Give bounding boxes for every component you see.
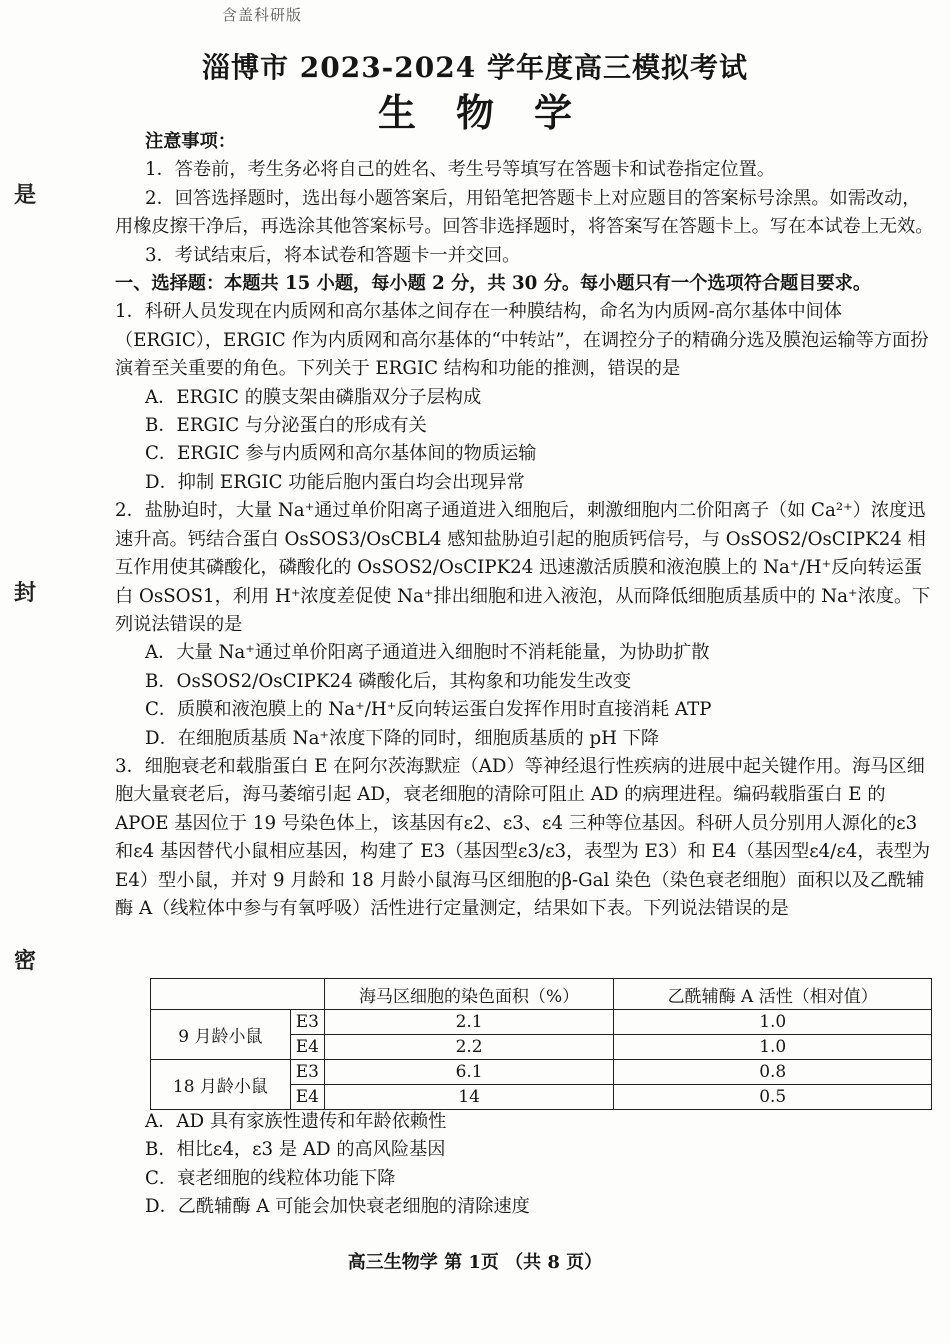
table-header-cell: 海马区细胞的染色面积（%）	[324, 979, 614, 1010]
question-2-option: A．大量 Na⁺通过单价阳离子通道进入细胞时不消耗能量，为协助扩散	[145, 642, 710, 664]
table-cell: 0.5	[614, 1085, 932, 1110]
margin-mark-feng: 封	[14, 580, 37, 606]
subject-title: 生物学	[377, 90, 612, 135]
table-cell: 2.1	[324, 1010, 614, 1035]
question-1-option: C．ERGIC 参与内质网和高尔基体间的物质运输	[145, 443, 537, 465]
table-cell: 0.8	[614, 1060, 932, 1085]
table-header-cell: 乙酰辅酶 A 活性（相对值）	[614, 979, 932, 1010]
table-cell: 14	[324, 1085, 614, 1110]
question-3-option: A．AD 具有家族性遗传和年龄依赖性	[145, 1111, 447, 1132]
section-heading: 一、选择题：本题共 15 小题，每小题 2 分，共 30 分。每小题只有一个选项符合题目要求。	[115, 273, 872, 295]
question-2-option: C．质膜和液泡膜上的 Na⁺/H⁺反向转运蛋白发挥作用时直接消耗 ATP	[145, 699, 712, 721]
notice-heading: 注意事项：	[145, 131, 236, 152]
table-group-label: 9 月龄小鼠	[151, 1010, 291, 1060]
question-3-options	[145, 1108, 935, 1222]
table-cell: 1.0	[614, 1010, 932, 1035]
question-1-option: D．抑制 ERGIC 功能后胞内蛋白均会出现异常	[145, 471, 525, 493]
page-footer: 高三生物学 第 1页 （共 8 页）	[347, 1252, 603, 1273]
table-cell: 6.1	[324, 1060, 614, 1085]
notice-item: 2．回答选择题时，选出每小题答案后，用铅笔把答题卡上对应题目的答案标号涂黑。如需改动，用橡皮擦干净后，再选涂其他答案标号。回答非选择题时，将答案写在答题卡上。写在本试卷上无效。	[115, 187, 934, 238]
question-1-option: B．ERGIC 与分泌蛋白的形成有关	[145, 415, 427, 437]
margin-mark-a: 是	[14, 182, 37, 208]
question-2-option: B．OsSOS2/OsCIPK24 磷酸化后，其构象和功能发生改变	[145, 670, 632, 692]
exam-content	[115, 128, 935, 923]
notice-item: 1．答卷前，考生务必将自己的姓名、考生号等填写在答题卡和试卷指定位置。	[145, 159, 775, 181]
question-1-option: A．ERGIC 的膜支架由磷脂双分子层构成	[145, 386, 482, 408]
question-3-option: D．乙酰辅酶 A 可能会加快衰老细胞的清除速度	[145, 1196, 530, 1218]
table-corner-cell	[151, 979, 325, 1010]
question-3-stem: 3．细胞衰老和载脂蛋白 E 在阿尔茨海默症（AD）等神经退行性疾病的进展中起关键作用。海马区细胞大量衰老后，海马萎缩引起 AD，衰老细胞的清除可阻止 AD 的病理进程。编码载脂蛋白 E 的 APOE 基因位于 19 号染色体上，该基因有ε2、ε3、ε4 三种等位基因。科研人员分别用人源化的ε3 和ε4 基因替代小鼠相应基因，构建了 E3（基因型ε3/ε3，表型为 E3）和 E4（基因型ε4/ε4，表型为 E4）型小鼠，并对 9 月龄和 18 月龄小鼠海马区细胞的β-Gal 染色（染色衰老细胞）面积以及乙酰辅酶 A（线粒体中参与有氧呼吸）活性进行定量测定，结果如下表。下列说法错误的是	[115, 755, 931, 919]
table-cell: E3	[290, 1060, 324, 1085]
table-header-row	[151, 979, 932, 1010]
table-cell: 1.0	[614, 1035, 932, 1060]
exam-title: 淄博市 2023-2024 学年度高三模拟考试	[202, 51, 748, 84]
table-cell: E4	[290, 1035, 324, 1060]
question-2-stem: 2．盐胁迫时，大量 Na⁺通过单价阳离子通道进入细胞后，刺激细胞内二价阳离子（如 Ca²⁺）浓度迅速升高。钙结合蛋白 OsSOS3/OsCBL4 感知盐胁迫引起的胞质钙信号，与 OsSOS2/OsCIPK24 相互作用使其磷酸化，磷酸化的 OsSOS2/OsCIPK24 迅速激活质膜和液泡膜上的 Na⁺/H⁺反向转运蛋白 OsSOS1，利用 H⁺浓度差促使 Na⁺排出细胞和进入液泡，从而降低细胞质基质中的 Na⁺浓度。下列说法错误的是	[115, 500, 931, 635]
table-cell: 2.2	[324, 1035, 614, 1060]
margin-mark-mi: 密	[14, 948, 37, 974]
notice-item: 3．考试结束后，将本试卷和答题卡一并交回。	[145, 244, 521, 266]
results-table	[150, 978, 932, 1110]
table-group-label: 18 月龄小鼠	[151, 1060, 291, 1110]
top-scrap-text: 含盖科研版	[222, 6, 303, 24]
table-cell: E3	[290, 1010, 324, 1035]
question-3-option: C．衰老细胞的线粒体功能下降	[145, 1167, 396, 1189]
table-row	[151, 1010, 932, 1035]
question-3-option: B．相比ε4，ε3 是 AD 的高风险基因	[145, 1139, 446, 1161]
table-row	[151, 1060, 932, 1085]
question-2-option: D．在细胞质基质 Na⁺浓度下降的同时，细胞质基质的 pH 下降	[145, 727, 660, 749]
question-1-stem: 1．科研人员发现在内质网和高尔基体之间存在一种膜结构，命名为内质网-高尔基体中间体（ERGIC），ERGIC 作为内质网和高尔基体的“中转站”，在调控分子的精确分选及膜泡运输等方面扮演着至关重要的角色。下列关于 ERGIC 结构和功能的推测，错误的是	[115, 301, 929, 380]
table-cell: E4	[290, 1085, 324, 1110]
